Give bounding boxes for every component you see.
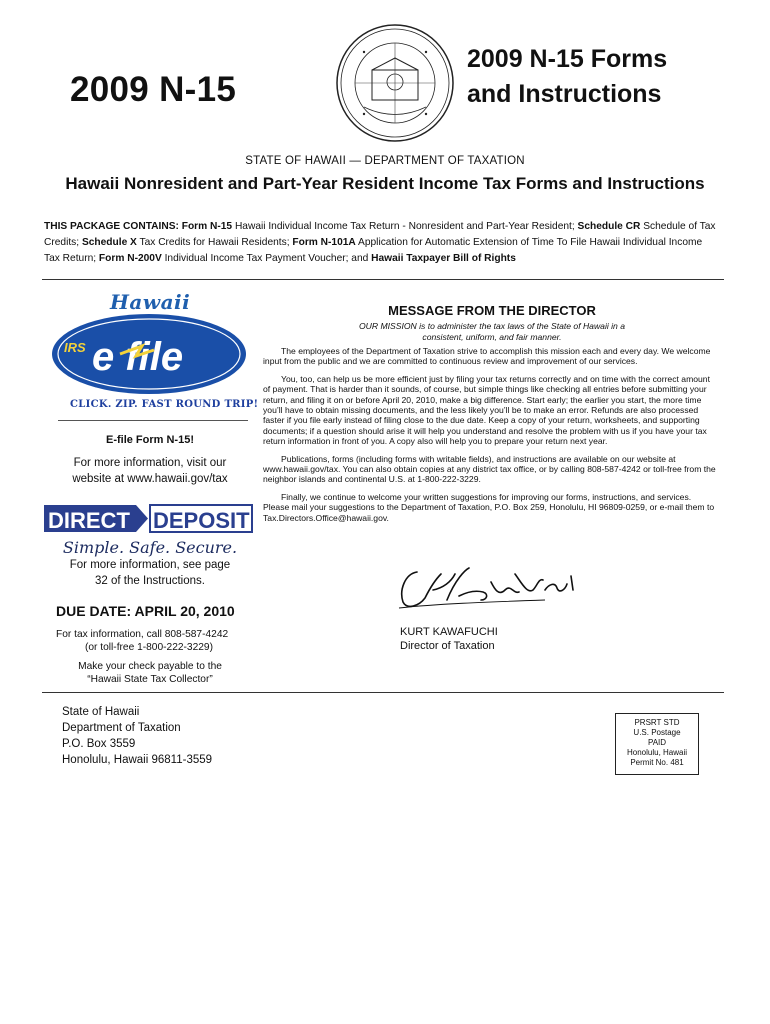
- address-divider: [42, 692, 724, 693]
- package-contents: THIS PACKAGE CONTAINS: Form N-15 Hawaii Individual Income Tax Return - Nonresident and Part-Year Resident; Schedule CR Schedule of Tax Credits; Schedule X Tax Credits for Hawaii Residents; Form N-101A Application for Automatic Extension of Time To File Hawaii Individual Income Tax Return; Form N-200V Individual Income Tax Payment Voucher; and Hawaii Taxpayer Bill of Rights: [44, 221, 716, 264]
- efile-form-callout: E-file Form N-15!: [105, 434, 194, 446]
- efile-tagline: CLICK. ZIP. FAST ROUND TRIP!: [70, 399, 259, 410]
- hawaii-wordmark: Hawaii: [110, 290, 191, 314]
- document-title-right: 2009 N-15 Forms and Instructions: [467, 45, 668, 108]
- irs-label: IRS: [64, 340, 86, 355]
- message-paragraph: You, too, can help us be more efficient just by filing your tax returns correctly and on time with the correct amount of payment. That is harder than it sounds, of course, but simple things like checking all entries before submitting your return, and filing it on or before April 20, 2010, make a big difference. Start early; the earlier you start, the more time you’ll have to obtain missing documents, and the less likely you’ll be to make an error. Refunds are also processed faster if you file early instead of filing close to the due date. Keep a copy of your return, worksheets, and supporting documents; if a question should arise it will help you understand and resolve the problem with us if you have your tax return information in front of you. A copy also will help you to prepare your return next year.: [263, 373, 710, 447]
- efile-word: e file: [92, 335, 184, 379]
- direct-deposit-info: For more information, see page 32 of the Instructions.: [69, 559, 231, 587]
- message-body: [263, 346, 717, 530]
- check-payable-note: Make your check payable to the “Hawaii State Tax Collector”: [78, 661, 222, 685]
- document-title-left: 2009 N-15: [70, 70, 237, 109]
- return-address: State of Hawaii Department of Taxation P.O. Box 3559 Honolulu, Hawaii 96811-3559: [62, 706, 213, 766]
- direct-label: DIRECT: [48, 508, 130, 533]
- sidebar-divider: [58, 420, 248, 421]
- agency-line: STATE OF HAWAII — DEPARTMENT OF TAXATION: [245, 155, 525, 167]
- tax-info-phone: For tax information, call 808-587-4242 (or toll-free 1-800-222-3229): [56, 629, 229, 653]
- message-paragraph: The employees of the Department of Taxation strive to accomplish this mission each and every day. We welcome input from the public and we are committed to continuous review and improvement of our services.: [263, 346, 711, 367]
- signer-name: KURT KAWAFUCHI: [400, 626, 498, 638]
- postage-indicia: PRSRT STD U.S. Postage PAID Honolulu, Hawaii Permit No. 481: [615, 713, 699, 775]
- irs-efile-logo-icon: [50, 310, 248, 398]
- direct-deposit-slogan: Simple. Safe. Secure.: [62, 538, 238, 557]
- page-title: Hawaii Nonresident and Part-Year Resident Income Tax Forms and Instructions: [65, 174, 705, 193]
- section-divider: [42, 279, 724, 280]
- hawaii-state-seal-icon: [334, 22, 456, 144]
- message-title: MESSAGE FROM THE DIRECTOR: [388, 303, 596, 318]
- message-paragraph: Publications, forms (including forms with writable fields), and instructions are available on our website at www.hawaii.gov/tax. You can also obtain copies at any district tax office, or by calling 808-587-4242 or toll-free from the neighbor islands and continental U.S. at 1-800-222-3229.: [263, 453, 716, 485]
- director-signature-icon: [395, 560, 585, 620]
- signer-block: [400, 625, 498, 653]
- signer-title: Director of Taxation: [400, 640, 495, 652]
- mission-statement: OUR MISSION is to administer the tax laws of the State of Hawaii in a consistent, uniform, and fair manner.: [358, 321, 626, 342]
- due-date: DUE DATE: APRIL 20, 2010: [56, 603, 235, 619]
- deposit-label: DEPOSIT: [153, 508, 250, 533]
- website-info: For more information, visit our website at www.hawaii.gov/tax: [72, 457, 228, 485]
- direct-deposit-logo-icon: [44, 504, 254, 534]
- message-paragraph: Finally, we continue to welcome your written suggestions for improving our forms, instructions, and services. Please mail your suggestions to the Department of Taxation, P.O. Box 259, Honolulu, HI 96809-0259, or e-mail them to Tax.Directors.Office@hawaii.gov.: [263, 491, 715, 523]
